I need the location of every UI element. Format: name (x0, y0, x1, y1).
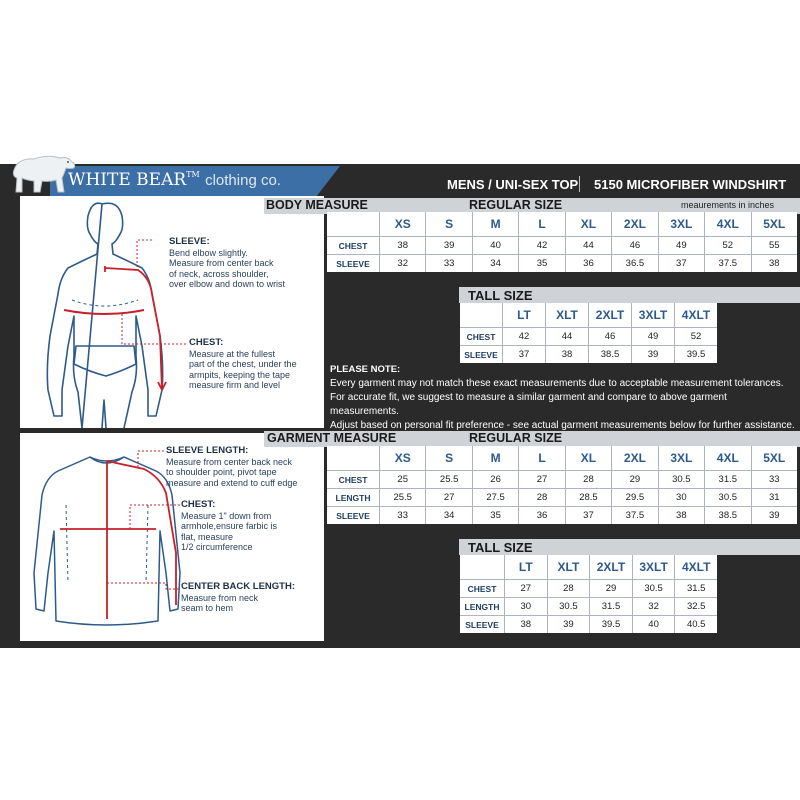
table-cell: 28 (565, 470, 611, 488)
size-header: L (518, 212, 564, 236)
size-header-row (327, 446, 797, 470)
table-cell: 44 (565, 236, 611, 254)
annotation-line: Measure from center back neck (166, 456, 293, 467)
size-header: 4XL (704, 446, 750, 470)
table-row (327, 254, 797, 272)
product-name: 5150 MICROFIBER WINDSHIRT (594, 177, 787, 192)
table-cell: 38 (504, 615, 547, 633)
annotation-title: CHEST: (189, 337, 224, 348)
body-tall-size-title: TALL SIZE (468, 288, 533, 303)
table-row (327, 506, 797, 524)
size-header: 2XLT (589, 555, 632, 579)
table-cell: 25 (379, 470, 425, 488)
table-cell: 36.5 (611, 254, 657, 272)
size-header: 5XL (751, 212, 798, 236)
garment-chest-annotation (181, 500, 277, 553)
note-line: Adjust based on personal fit preference - see actual garment measurements below for further assistance. (330, 420, 795, 431)
size-header: XLT (545, 303, 588, 327)
annotation-line: seam to hem (181, 603, 234, 613)
annotation-title: SLEEVE LENGTH: (166, 445, 249, 456)
table-cell: 49 (631, 327, 674, 345)
table-cell: 26 (472, 470, 518, 488)
row-label: SLEEVE (327, 506, 379, 524)
table-cell: 27 (425, 488, 471, 506)
size-header: M (472, 446, 518, 470)
table-cell: 30 (504, 597, 547, 615)
corner-cell (460, 555, 504, 579)
annotation-line: over elbow and down to wrist (169, 279, 286, 289)
body-measure-title: BODY MEASURE (266, 198, 368, 212)
row-label: LENGTH (327, 488, 379, 506)
table-cell: 46 (611, 236, 657, 254)
size-header: 3XLT (631, 303, 674, 327)
row-label: SLEEVE (460, 345, 502, 363)
table-cell: 36 (518, 506, 564, 524)
table-cell: 27 (518, 470, 564, 488)
annotation-line: to shoulder point, pivot tape (166, 467, 277, 477)
body-regular-size-table (327, 212, 797, 272)
table-cell: 29 (611, 470, 657, 488)
table-cell: 37 (565, 506, 611, 524)
note-title: PLEASE NOTE: (330, 364, 401, 375)
units-note: meaurements in inches (681, 200, 775, 210)
table-cell: 31.5 (704, 470, 750, 488)
annotation-line: Measure from center back (169, 258, 274, 268)
table-cell: 38.5 (588, 345, 631, 363)
size-header: XS (379, 446, 425, 470)
annotation-title: SLEEVE: (169, 236, 210, 247)
table-cell: 39 (751, 506, 798, 524)
garment-tall-size-title: TALL SIZE (468, 540, 533, 555)
table-row (327, 470, 797, 488)
size-header: 2XL (611, 212, 657, 236)
product-type: MENS / UNI-SEX TOP (447, 177, 579, 192)
table-cell: 33 (379, 506, 425, 524)
size-header-row (460, 555, 717, 579)
note-line: For accurate fit, we suggest to measure a similar garment and compare to above garment measurements. (330, 392, 727, 417)
row-label: LENGTH (460, 597, 504, 615)
size-header: LT (504, 555, 547, 579)
body-regular-size-title: REGULAR SIZE (469, 198, 563, 212)
table-cell: 49 (658, 236, 704, 254)
annotation-line: 1/2 circumference (181, 542, 253, 552)
garment-regular-size-title: REGULAR SIZE (469, 431, 563, 445)
body-outline (47, 203, 162, 428)
annotation-line: Measure 1" down from (181, 510, 272, 521)
table-cell: 38 (658, 506, 704, 524)
brand-name: WHITE BEAR™ clothing co. (68, 170, 281, 190)
table-row (327, 488, 797, 506)
annotation-line: measure and extend to cuff edge (166, 477, 298, 488)
table-cell: 30.5 (632, 579, 675, 597)
size-header: S (425, 212, 471, 236)
table-cell: 32 (379, 254, 425, 272)
size-header: 4XL (704, 212, 750, 236)
corner-cell (327, 212, 379, 236)
annotation-line: armpits, keeping the tape (189, 369, 291, 380)
table-cell: 30 (658, 488, 704, 506)
annotation-line: measure firm and level (189, 380, 281, 390)
table-cell: 38 (379, 236, 425, 254)
size-header-row (327, 212, 797, 236)
table-cell: 25.5 (425, 470, 471, 488)
size-header: L (518, 446, 564, 470)
annotation-title: CHEST: (181, 499, 216, 510)
table-cell: 42 (518, 236, 564, 254)
size-header: S (425, 446, 471, 470)
annotation-line: part of the chest, under the (189, 359, 297, 369)
annotation-line: flat, measure (181, 531, 234, 542)
row-label: SLEEVE (327, 254, 379, 272)
table-cell: 39 (631, 345, 674, 363)
body-tall-size-table (460, 303, 717, 363)
size-header: XL (565, 446, 611, 470)
table-cell: 25.5 (379, 488, 425, 506)
table-cell: 29.5 (611, 488, 657, 506)
table-cell: 44 (545, 327, 588, 345)
table-cell: 39 (425, 236, 471, 254)
table-row (327, 236, 797, 254)
table-cell: 34 (425, 506, 471, 524)
body-chest-annotation (189, 338, 297, 391)
note-line: Every garment may not match these exact measurements due to acceptable measurement tolerances. (330, 378, 784, 389)
size-header: 3XL (658, 446, 704, 470)
garment-tall-size-table (460, 555, 717, 633)
size-header-row (460, 303, 717, 327)
table-cell: 38.5 (704, 506, 750, 524)
size-header: XLT (547, 555, 590, 579)
table-cell: 31 (751, 488, 798, 506)
table-cell: 37 (502, 345, 545, 363)
table-cell: 39 (547, 615, 590, 633)
please-note (330, 363, 796, 433)
size-header: 3XL (658, 212, 704, 236)
annotation-line: Measure at the fullest (189, 348, 276, 359)
table-cell: 31.5 (589, 597, 632, 615)
table-cell: 33 (425, 254, 471, 272)
table-cell: 27 (504, 579, 547, 597)
body-figure-diagram (20, 196, 324, 428)
table-cell: 46 (588, 327, 631, 345)
table-row (460, 345, 717, 363)
table-cell: 36 (565, 254, 611, 272)
table-cell: 55 (751, 236, 798, 254)
table-cell: 31.5 (674, 579, 717, 597)
table-cell: 40 (472, 236, 518, 254)
annotation-line: of neck, across shoulder, (169, 268, 269, 279)
row-label: CHEST (327, 470, 379, 488)
garment-sleeve-annotation (166, 446, 297, 488)
size-header: M (472, 212, 518, 236)
table-cell: 29 (589, 579, 632, 597)
table-cell: 39.5 (674, 345, 717, 363)
table-cell: 40 (632, 615, 675, 633)
table-cell: 30.5 (547, 597, 590, 615)
row-label: CHEST (460, 579, 504, 597)
table-cell: 30.5 (658, 470, 704, 488)
garment-regular-size-table (327, 446, 797, 524)
table-row (460, 579, 717, 597)
table-cell: 38 (545, 345, 588, 363)
table-cell: 28 (547, 579, 590, 597)
annotation-line: Bend elbow slightly. (169, 247, 248, 258)
annotation-line: armhole,ensure farbic is (181, 521, 278, 531)
table-cell: 30.5 (704, 488, 750, 506)
table-cell: 27.5 (472, 488, 518, 506)
size-header: 4XLT (674, 555, 717, 579)
row-label: CHEST (327, 236, 379, 254)
annotation-title: CENTER BACK LENGTH: (181, 581, 295, 592)
table-cell: 37 (658, 254, 704, 272)
table-row (460, 597, 717, 615)
table-cell: 35 (472, 506, 518, 524)
table-cell: 52 (674, 327, 717, 345)
corner-cell (327, 446, 379, 470)
size-header: 4XLT (674, 303, 717, 327)
annotation-line: Measure from neck (181, 592, 259, 603)
body-sleeve-annotation (169, 237, 285, 290)
size-header: XS (379, 212, 425, 236)
garment-length-annotation (181, 582, 295, 614)
size-header: 2XLT (588, 303, 631, 327)
table-cell: 37.5 (704, 254, 750, 272)
table-cell: 42 (502, 327, 545, 345)
table-cell: 33 (751, 470, 798, 488)
table-cell: 35 (518, 254, 564, 272)
size-header: 5XL (751, 446, 798, 470)
table-cell: 40.5 (674, 615, 717, 633)
table-cell: 52 (704, 236, 750, 254)
table-cell: 32 (632, 597, 675, 615)
table-cell: 34 (472, 254, 518, 272)
table-cell: 32.5 (674, 597, 717, 615)
size-header: 3XLT (632, 555, 675, 579)
table-cell: 37.5 (611, 506, 657, 524)
size-header: XL (565, 212, 611, 236)
table-cell: 28 (518, 488, 564, 506)
size-header: LT (502, 303, 545, 327)
table-cell: 28.5 (565, 488, 611, 506)
header-divider (579, 176, 580, 192)
table-row (460, 327, 717, 345)
table-cell: 39.5 (589, 615, 632, 633)
table-cell: 38 (751, 254, 798, 272)
row-label: SLEEVE (460, 615, 504, 633)
size-header: 2XL (611, 446, 657, 470)
garment-measure-title: GARMENT MEASURE (267, 431, 397, 445)
row-label: CHEST (460, 327, 502, 345)
corner-cell (460, 303, 502, 327)
body-diagram-panel (20, 196, 324, 428)
table-row (460, 615, 717, 633)
